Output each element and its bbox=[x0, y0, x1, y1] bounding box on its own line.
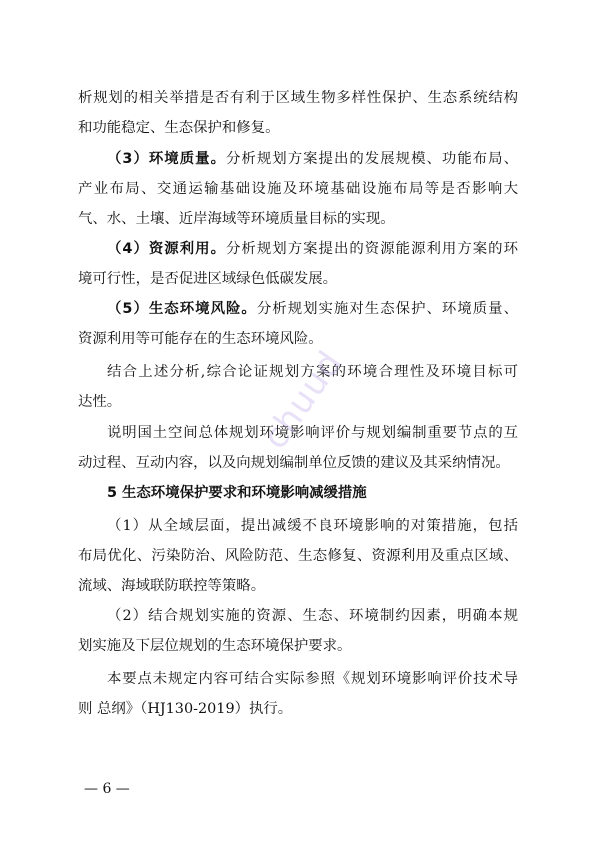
watermark: chuud bbox=[255, 343, 351, 457]
body-text-line: 气、水、土壤、近岸海域等环境质量目标的实现。 bbox=[78, 211, 395, 227]
body-text-line: 达性。 bbox=[78, 394, 122, 410]
body-text-span: 分析规划方案提出的发展规模、功能布局、 bbox=[226, 151, 518, 167]
body-text-line: 产业布局、交通运输基础设施及环境基础设施布局等是否影响大 bbox=[78, 181, 518, 197]
body-text-line: 资源利用等可能存在的生态环境风险。 bbox=[78, 331, 323, 347]
item-label-eco-risk: （5）生态环境风险。 bbox=[107, 301, 257, 317]
body-text-line: （2）结合规划实施的资源、生态、环境制约因素，明确本规 bbox=[107, 608, 518, 624]
body-text-line: 析规划的相关举措是否有利于区域生物多样性保护、生态系统结构 bbox=[78, 90, 518, 106]
body-text-line: 流域、海域联防联控等策略。 bbox=[78, 578, 266, 594]
body-text-line: 境可行性，是否促进区域绿色低碳发展。 bbox=[78, 271, 338, 287]
body-text-span: 分析规划方案提出的资源能源利用方案的环 bbox=[226, 241, 518, 257]
body-text-line: 说明国土空间总体规划环境影响评价与规划编制重要节点的互 bbox=[107, 425, 518, 441]
body-text-line: 动过程、互动内容，以及向规划编制单位反馈的建议及其采纳情况。 bbox=[78, 455, 510, 471]
body-text-line: 则 总纲》（HJ130-2019）执行。 bbox=[78, 701, 293, 717]
body-text-line: 结合上述分析,综合论证规划方案的环境合理性及环境目标可 bbox=[107, 364, 518, 380]
section-heading: 5 生态环境保护要求和环境影响减缓措施 bbox=[107, 485, 367, 501]
paragraph-eco-risk bbox=[107, 298, 518, 320]
item-label-environment-quality: （3）环境质量。 bbox=[107, 151, 226, 167]
paragraph-environment-quality bbox=[107, 148, 518, 170]
page-number: — 6 — bbox=[84, 781, 130, 797]
body-text-line: 和功能稳定、生态保护和修复。 bbox=[78, 120, 280, 136]
body-text-span: 分析规划实施对生态保护、环境质量、 bbox=[256, 301, 518, 317]
body-text-line: （1）从全域层面，提出减缓不良环境影响的对策措施，包括 bbox=[107, 518, 518, 534]
paragraph-resource-use bbox=[107, 238, 518, 260]
body-text-line: 布局优化、污染防治、风险防范、生态修复、资源利用及重点区域、 bbox=[78, 548, 518, 564]
body-text-line: 本要点未规定内容可结合实际参照《规划环境影响评价技术导 bbox=[107, 671, 518, 687]
body-text-line: 划实施及下层位规划的生态环境保护要求。 bbox=[78, 638, 352, 654]
item-label-resource-use: （4）资源利用。 bbox=[107, 241, 226, 257]
